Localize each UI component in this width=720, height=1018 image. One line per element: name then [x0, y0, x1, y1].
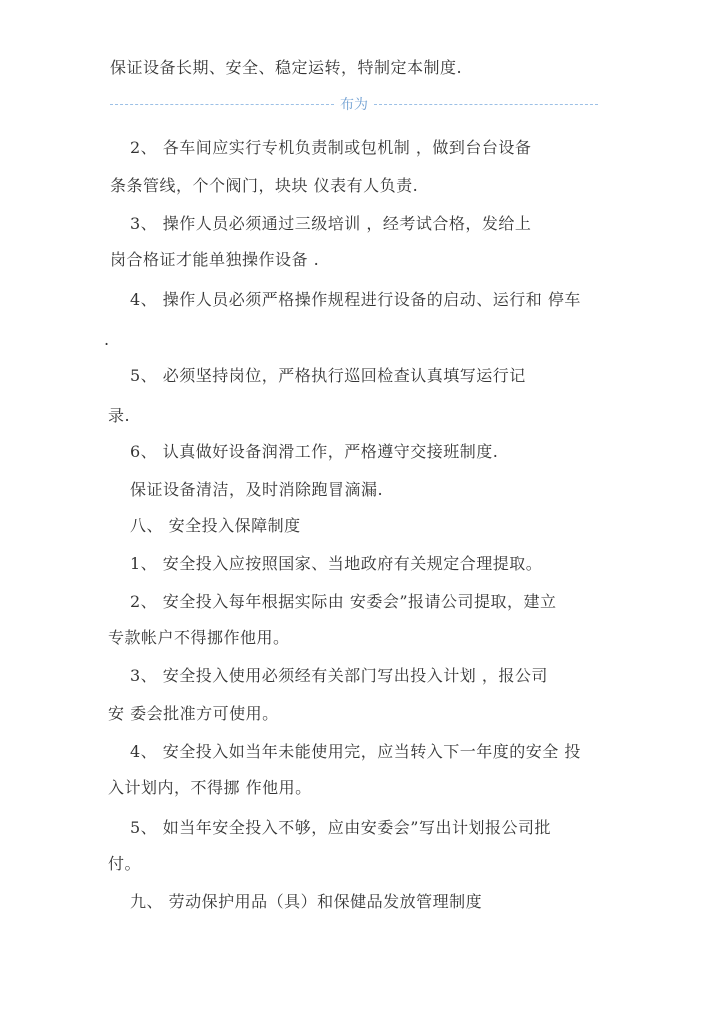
section-divider — [110, 94, 598, 114]
paragraph-line-s8-item-4a: 4、 安全投入如当年未能使用完，应当转入下一年度的安全 投 — [130, 742, 581, 761]
paragraph-line-intro: 保证设备长期、安全、稳定运转，特制定本制度. — [110, 58, 463, 77]
paragraph-line-s8-item-3b: 安 委会批准方可使用。 — [108, 704, 279, 723]
divider-dash-right — [374, 104, 598, 105]
paragraph-line-item-5b: 录. — [108, 406, 131, 425]
paragraph-line-s8-item-2b: 专款帐户不得挪作他用。 — [108, 628, 290, 647]
divider-label: 布为 — [340, 97, 368, 113]
paragraph-line-s8-item-5b: 付。 — [108, 854, 142, 873]
paragraph-line-s8-item-2a: 2、 安全投入每年根据实际由 安委会”报请公司提取，建立 — [130, 592, 557, 611]
paragraph-line-item-2a: 2、 各车间应实行专机负责制或包机制 ，做到台台设备 — [130, 138, 532, 157]
paragraph-line-item-4a: 4、 操作人员必须严格操作规程进行设备的启动、运行和 停车 — [130, 290, 581, 309]
paragraph-line-s8-item-4b: 入计划内，不得挪 作他用。 — [108, 778, 312, 797]
divider-dash-left — [110, 104, 334, 105]
section-heading-9: 九、 劳动保护用品（具）和保健品发放管理制度 — [130, 892, 483, 911]
paragraph-line-item-4b: . — [104, 330, 110, 349]
paragraph-line-item-6: 6、 认真做好设备润滑工作，严格遵守交接班制度. — [130, 442, 499, 461]
paragraph-line-item-6-cont: 保证设备清洁，及时消除跑冒滴漏. — [130, 480, 384, 499]
paragraph-line-item-3b: 岗合格证才能单独操作设备 . — [110, 250, 320, 269]
paragraph-line-s8-item-1: 1、 安全投入应按照国家、当地政府有关规定合理提取。 — [130, 554, 543, 573]
paragraph-line-s8-item-3a: 3、 安全投入使用必须经有关部门写出投入计划 ，报公司 — [130, 666, 548, 685]
paragraph-line-s8-item-5a: 5、 如当年安全投入不够，应由安委会”写出计划报公司批 — [130, 818, 551, 837]
section-heading-8: 八、 安全投入保障制度 — [130, 516, 301, 535]
paragraph-line-item-3a: 3、 操作人员必须通过三级培训 ，经考试合格，发给上 — [130, 214, 532, 233]
paragraph-line-item-5a: 5、 必须坚持岗位，严格执行巡回检查认真填写运行记 — [130, 366, 526, 385]
paragraph-line-item-2b: 条条管线，个个阀门，块块 仪表有人负责. — [110, 176, 419, 195]
